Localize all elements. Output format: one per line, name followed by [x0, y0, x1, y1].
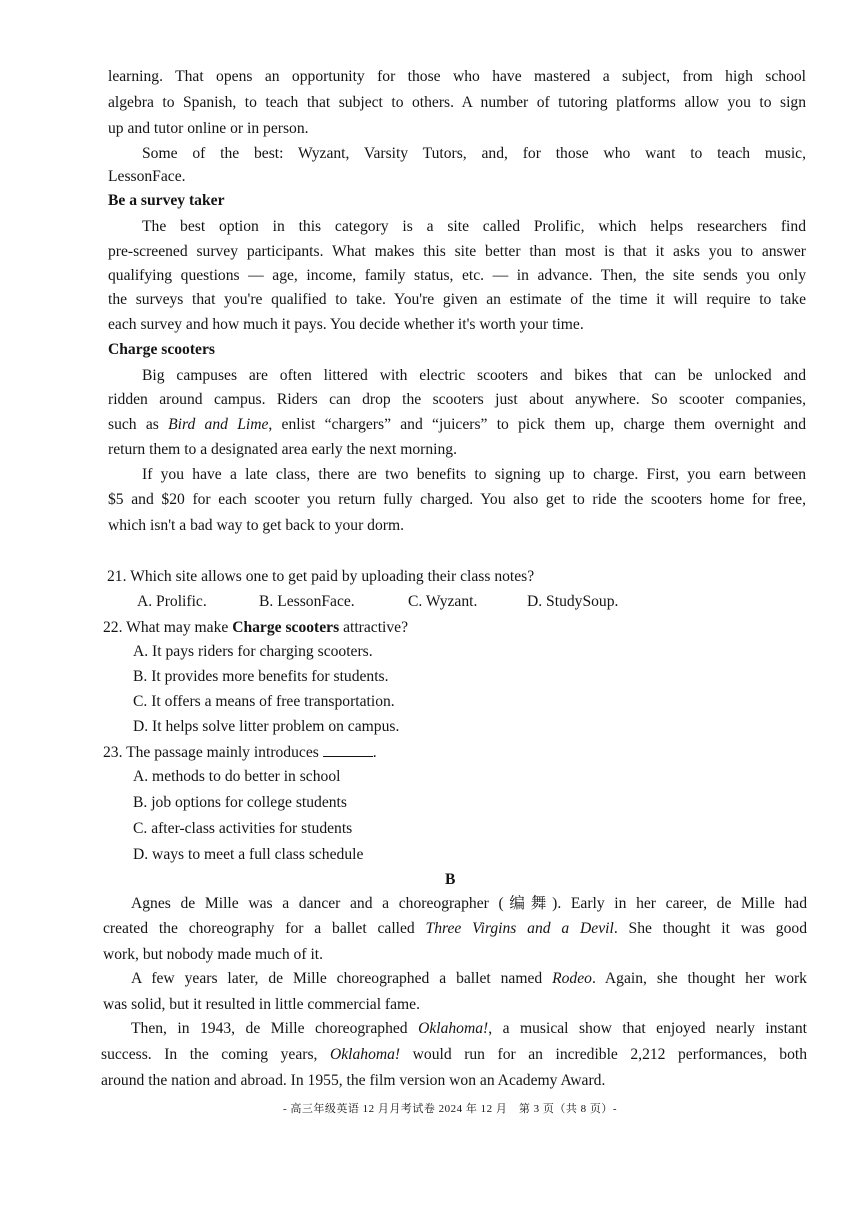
- question-22-option-b[interactable]: B. It provides more benefits for students.: [133, 668, 389, 685]
- passage-line: $5 and $20 for each scooter you return fully charged. You also get to ride the scooters home for free,: [108, 491, 806, 508]
- passage-line: the surveys that you're qualified to take. You're given an estimate of the time it will require to take: [108, 291, 806, 308]
- question-23-stem: 23. The passage mainly introduces .: [103, 744, 377, 761]
- passage-line: Then, in 1943, de Mille choreographed Oklahoma!, a musical show that enjoyed nearly instant: [131, 1020, 808, 1037]
- passage-line: around the nation and abroad. In 1955, the film version won an Academy Award.: [101, 1072, 606, 1089]
- passage-line: success. In the coming years, Oklahoma! would run for an incredible 2,212 performances, both: [101, 1046, 807, 1063]
- passage-line: The best option in this category is a site called Prolific, which helps researchers find: [142, 218, 806, 235]
- passage-line: each survey and how much it pays. You decide whether it's worth your time.: [108, 316, 584, 333]
- passage-line: up and tutor online or in person.: [108, 120, 309, 137]
- passage-b-heading: B: [445, 871, 456, 888]
- question-23-option-c[interactable]: C. after-class activities for students: [133, 820, 353, 837]
- section-heading-scooters: Charge scooters: [108, 341, 215, 358]
- question-21-option-c[interactable]: C. Wyzant.: [408, 593, 478, 610]
- passage-line: Agnes de Mille was a dancer and a choreographer (编舞). Early in her career, de Mille had: [131, 895, 807, 912]
- question-21-option-b[interactable]: B. LessonFace.: [259, 593, 355, 610]
- passage-line: such as Bird and Lime, enlist “chargers” and “juicers” to pick them up, charge them overnight and: [108, 416, 806, 433]
- question-22-stem: 22. What may make Charge scooters attractive?: [103, 619, 408, 636]
- passage-line: If you have a late class, there are two benefits to signing up to charge. First, you earn between: [142, 466, 806, 483]
- passage-line: ridden around campus. Riders can drop the scooters just about anywhere. So scooter companies,: [108, 391, 806, 408]
- question-22-option-c[interactable]: C. It offers a means of free transportation.: [133, 693, 395, 710]
- question-21-option-d[interactable]: D. StudySoup.: [527, 593, 619, 610]
- question-22-option-a[interactable]: A. It pays riders for charging scooters.: [133, 643, 373, 660]
- passage-line: LessonFace.: [108, 168, 186, 185]
- passage-line: was solid, but it resulted in little commercial fame.: [103, 996, 420, 1013]
- question-21-stem: 21. Which site allows one to get paid by uploading their class notes?: [107, 568, 535, 585]
- passage-line: algebra to Spanish, to teach that subject to others. A number of tutoring platforms allow you to sign: [108, 94, 806, 111]
- page-footer: - 高三年级英语 12 月月考试卷 2024 年 12 月 第 3 页（共 8 页）-: [283, 1103, 618, 1115]
- passage-line: A few years later, de Mille choreographed a ballet named Rodeo. Again, she thought her work: [131, 970, 807, 987]
- passage-line: return them to a designated area early the next morning.: [108, 441, 457, 458]
- passage-line: which isn't a bad way to get back to your dorm.: [108, 517, 404, 534]
- question-23-option-d[interactable]: D. ways to meet a full class schedule: [133, 846, 364, 863]
- passage-line: Big campuses are often littered with electric scooters and bikes that can be unlocked and: [142, 367, 806, 384]
- passage-line: pre-screened survey participants. What makes this site better than most is that it asks you to answer: [108, 243, 806, 260]
- passage-line: learning. That opens an opportunity for those who have mastered a subject, from high school: [108, 68, 806, 85]
- passage-line: qualifying questions — age, income, family status, etc. — in advance. Then, the site sends you only: [108, 267, 806, 284]
- answer-blank: [323, 743, 373, 757]
- passage-line: created the choreography for a ballet called Three Virgins and a Devil. She thought it was good: [103, 920, 807, 937]
- question-23-option-a[interactable]: A. methods to do better in school: [133, 768, 341, 785]
- scooter-brands: Bird and Lime: [168, 416, 269, 433]
- passage-line: work, but nobody made much of it.: [103, 946, 324, 963]
- question-23-option-b[interactable]: B. job options for college students: [133, 794, 347, 811]
- question-21-option-a[interactable]: A. Prolific.: [137, 593, 207, 610]
- question-22-option-d[interactable]: D. It helps solve litter problem on campus.: [133, 718, 400, 735]
- section-heading-survey: Be a survey taker: [108, 192, 225, 209]
- passage-line: Some of the best: Wyzant, Varsity Tutors, and, for those who want to teach music,: [142, 145, 806, 162]
